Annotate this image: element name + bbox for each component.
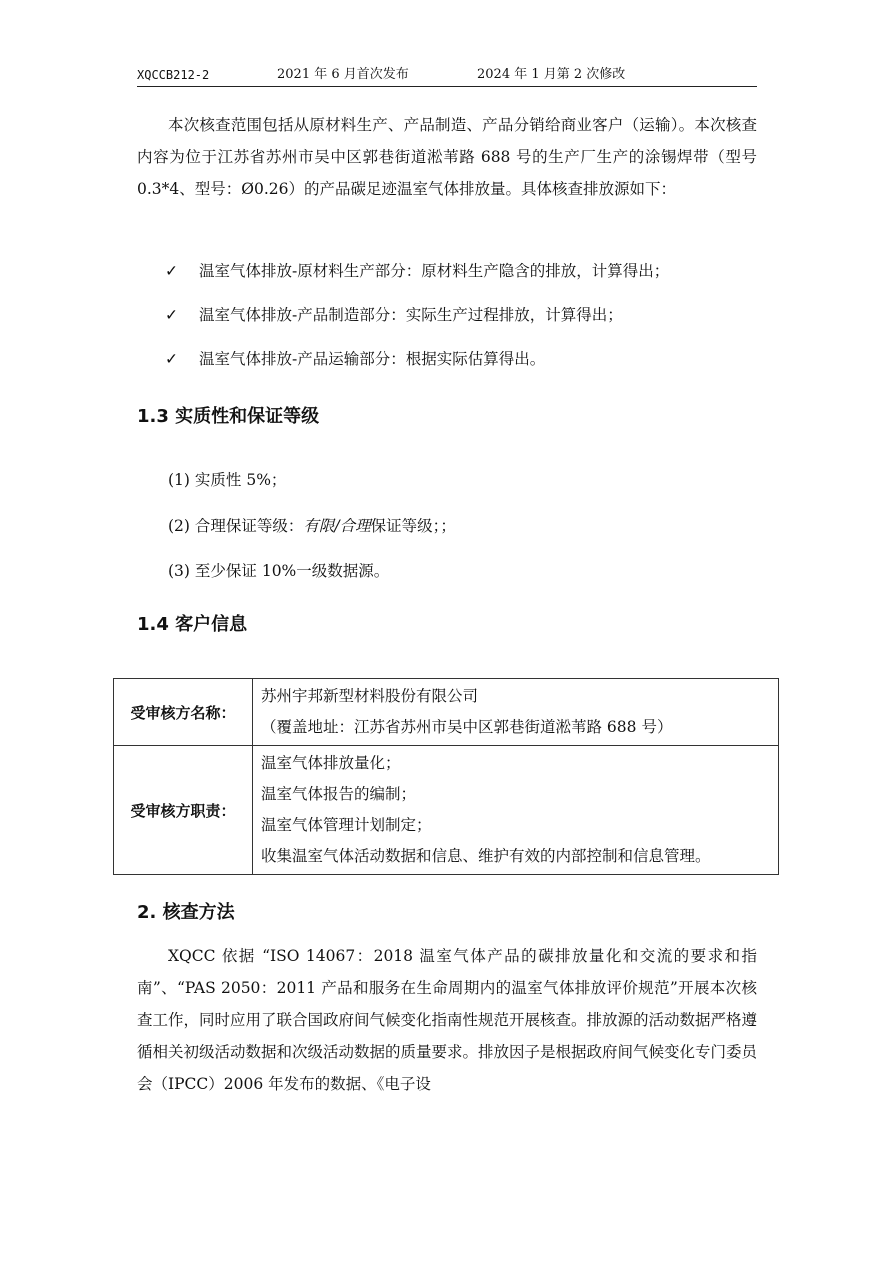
list-text: 至少保证 10%一级数据源。 xyxy=(194,562,390,580)
list-number: (1) xyxy=(168,471,190,489)
checklist-item xyxy=(165,303,623,327)
table-line: 收集温室气体活动数据和信息、维护有效的内部控制和信息管理。 xyxy=(261,847,711,865)
checklist-item-text: 温室气体排放-产品制造部分：实际生产过程排放，计算得出； xyxy=(199,306,623,324)
check-icon: ✓ xyxy=(165,306,178,324)
revision-date: 2024 年 1 月第 2 次修改 xyxy=(477,67,626,82)
table-row xyxy=(114,679,779,746)
method-paragraph: XQCC 依据 “ISO 14067：2018 温室气体产品的碳排放量化和交流的要求和指南”、“PAS 2050：2011 产品和服务在生命周期内的温室气体排放评价规范”开展本次核查工作，同时应用了联合国政府间气候变化指南性规范开展核查。排放源的活动数据严格遵循相关初级活动数据和次级活动数据的质量要求。排放因子是根据政府间气候变化专门委员会（IPCC）2006 年发布的数据、《电子设 xyxy=(137,947,758,1093)
table-line: 苏州宇邦新型材料股份有限公司 xyxy=(261,687,479,705)
list-number: (3) xyxy=(168,562,190,580)
table-value-name xyxy=(253,679,779,746)
checklist-item-text: 温室气体排放-原材料生产部分：原材料生产隐含的排放，计算得出； xyxy=(199,262,670,280)
page-header xyxy=(137,64,757,87)
check-icon: ✓ xyxy=(165,262,178,280)
section-heading-1-3: 1.3 实质性和保证等级 xyxy=(137,406,320,427)
table-label-duties: 受审核方职责： xyxy=(114,746,253,875)
table-value-duties xyxy=(253,746,779,875)
section-heading-1-4: 1.4 客户信息 xyxy=(137,614,248,635)
checklist-item-text: 温室气体排放-产品运输部分：根据实际估算得出。 xyxy=(199,350,546,368)
table-line: 温室气体管理计划制定； xyxy=(261,816,432,834)
checklist-item xyxy=(165,347,545,371)
list-text-italic: 有限/合理 xyxy=(303,517,371,535)
table-line: 温室气体排放量化； xyxy=(261,754,401,772)
table-row xyxy=(114,746,779,875)
section-heading-2: 2. 核查方法 xyxy=(137,902,235,923)
table-line: （覆盖地址：江苏省苏州市吴中区郭巷街道淞苇路 688 号） xyxy=(261,718,673,736)
document-code: XQCCB212-2 xyxy=(137,68,210,82)
list-number: (2) xyxy=(168,517,190,535)
list-item xyxy=(168,514,456,538)
table-line: 温室气体报告的编制； xyxy=(261,785,417,803)
client-info-table xyxy=(113,678,779,875)
list-item xyxy=(168,559,389,583)
list-text: 保证等级；； xyxy=(370,517,456,535)
list-item xyxy=(168,468,286,492)
publish-date: 2021 年 6 月首次发布 xyxy=(277,67,409,82)
scope-paragraph: 本次核查范围包括从原材料生产、产品制造、产品分销给商业客户（运输）。本次核查内容为位于江苏省苏州市吴中区郭巷街道淞苇路 688 号的生产厂生产的涂锡焊带（型号 0.3*4、型号：Ø0.26）的产品碳足迹温室气体排放量。具体核查排放源如下： xyxy=(137,116,757,198)
list-text: 实质性 5%； xyxy=(194,471,287,489)
list-text: 合理保证等级： xyxy=(194,517,304,535)
checklist-item xyxy=(165,259,669,283)
table-label-name: 受审核方名称： xyxy=(114,679,253,746)
check-icon: ✓ xyxy=(165,350,178,368)
